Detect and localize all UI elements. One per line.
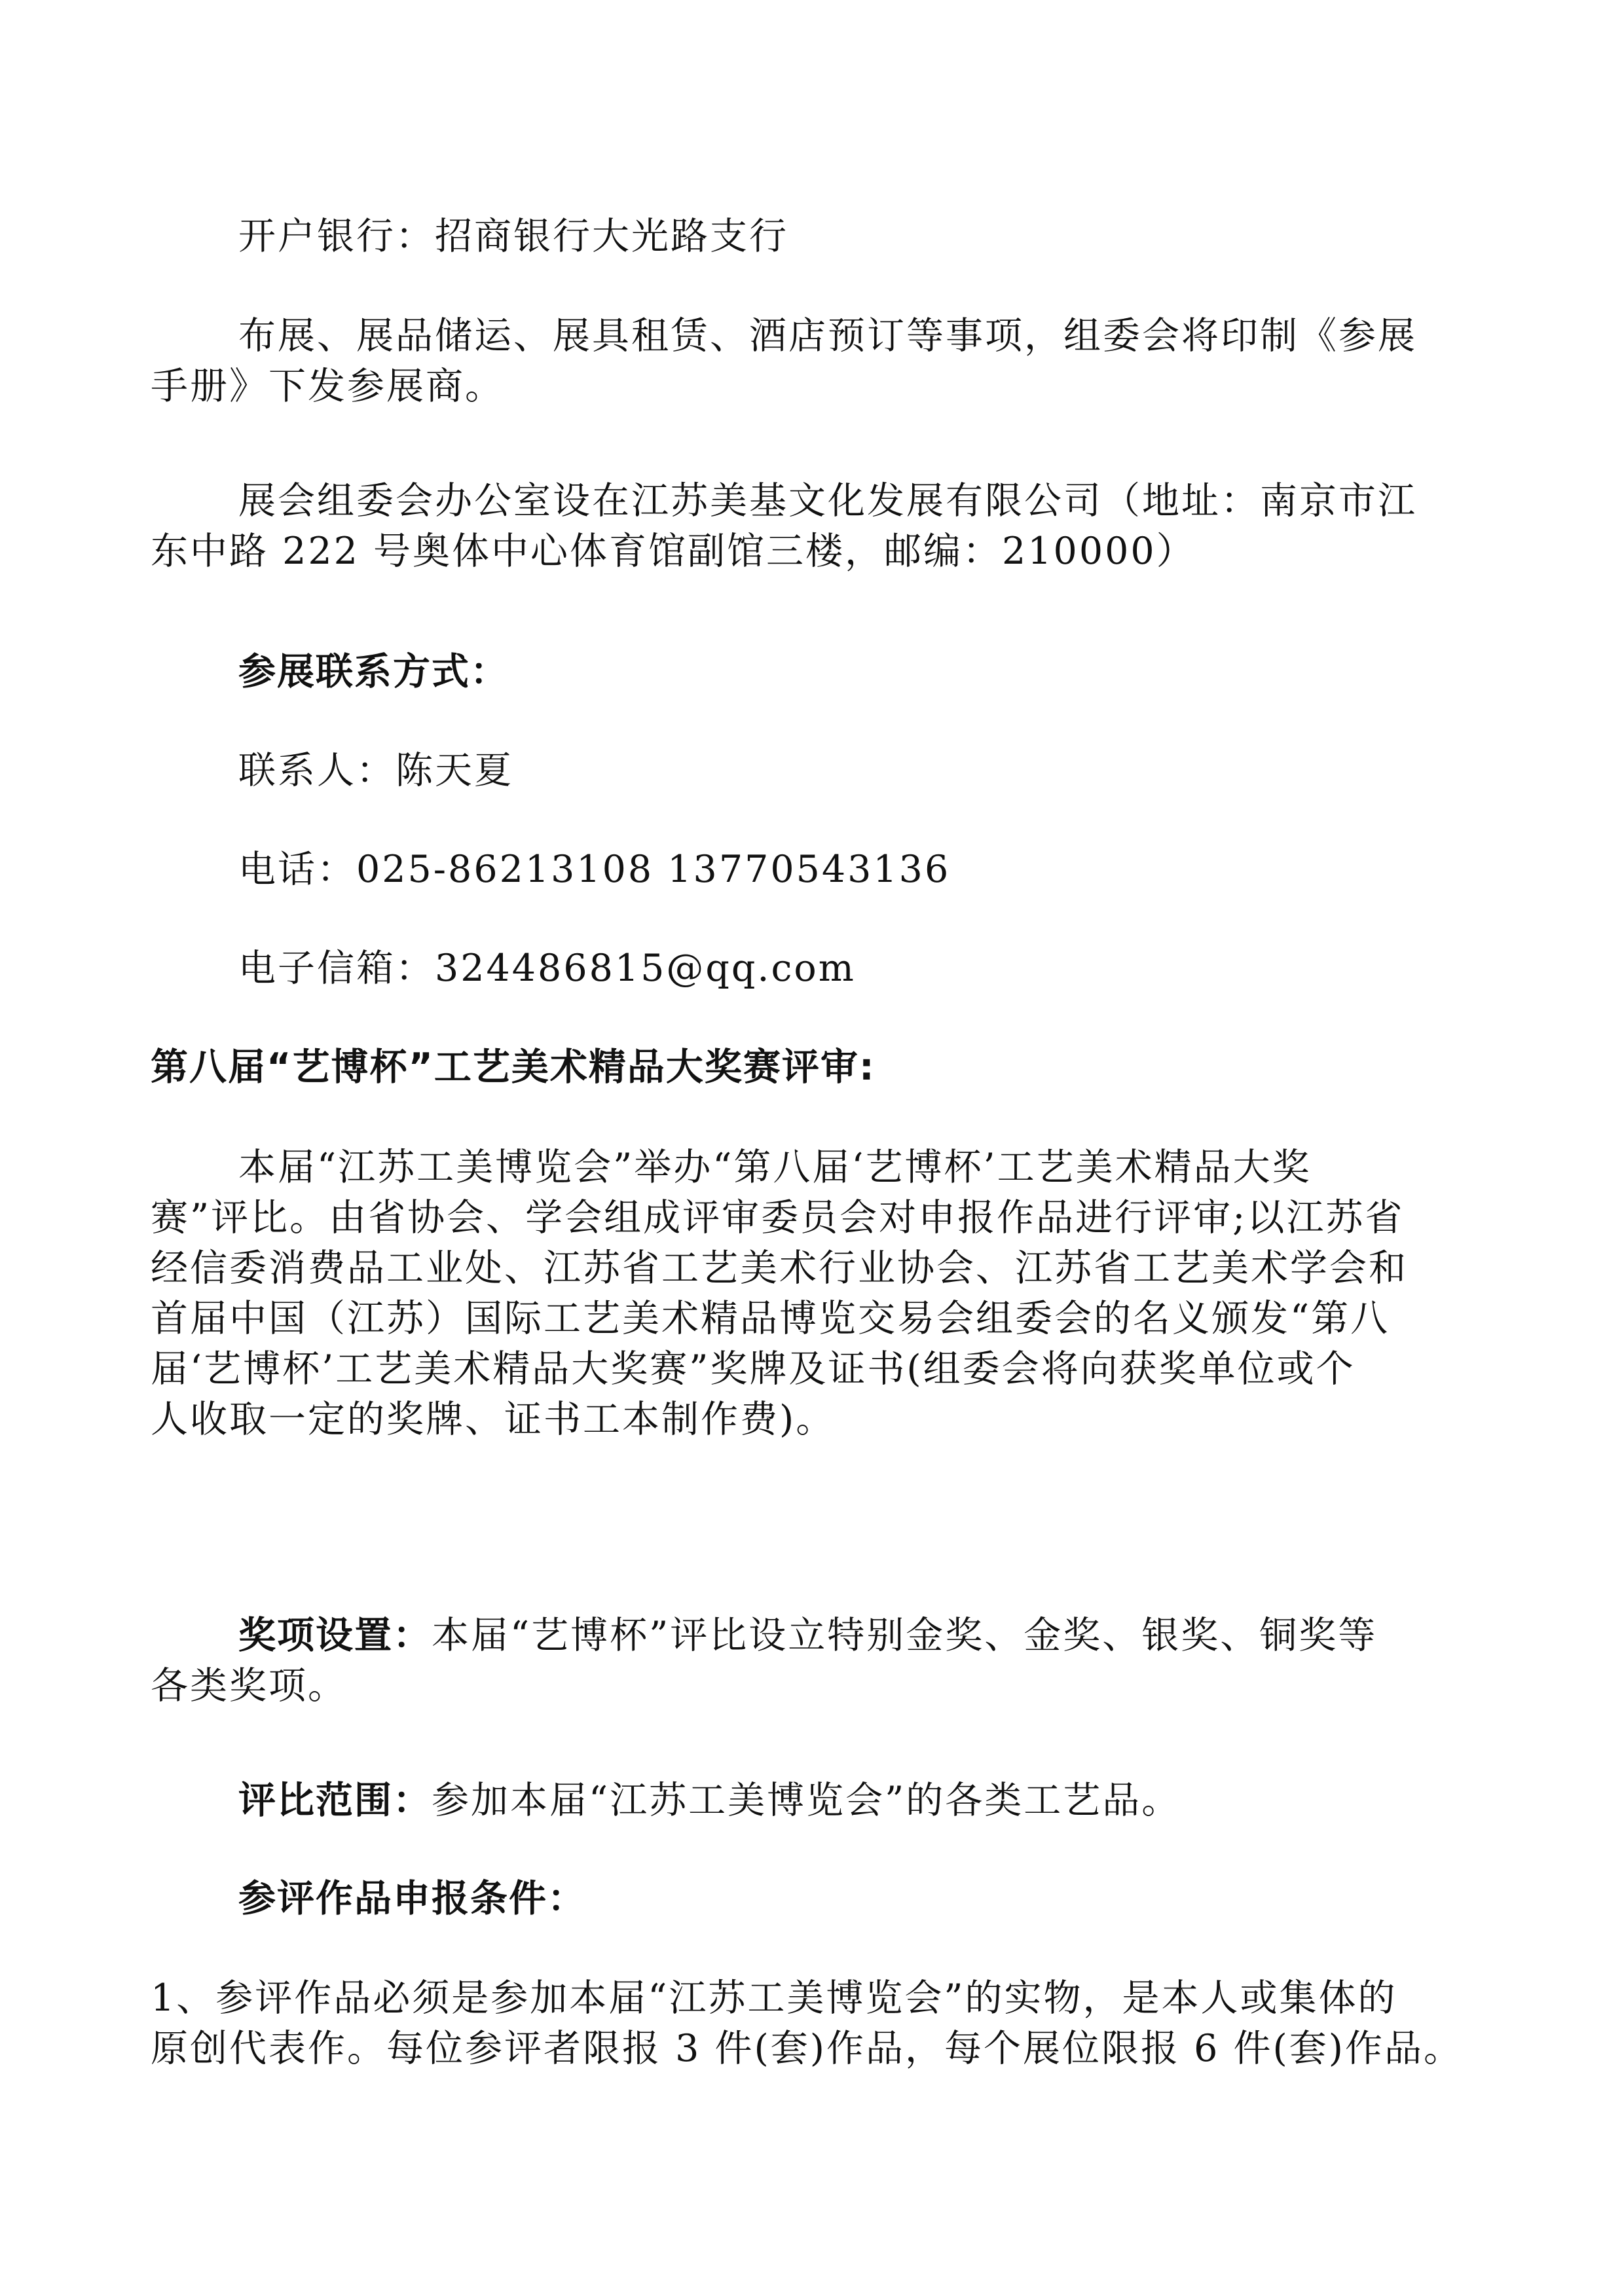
contact-email: 电子信箱：324486815@qq.com xyxy=(238,947,856,990)
booth-paragraph xyxy=(151,311,1486,412)
office-paragraph-line: 东中路 222 号奥体中心体育馆副馆三楼，邮编：210000） xyxy=(151,530,1196,573)
condition-1-line: 1、参评作品必须是参加本届“江苏工美博览会”的实物，是本人或集体的 xyxy=(151,1977,1397,2020)
booth-paragraph-line: 布展、展品储运、展具租赁、酒店预订等事项，组委会将印制《参展 xyxy=(238,314,1417,357)
office-paragraph xyxy=(151,476,1486,577)
awards-paragraph xyxy=(151,1611,1486,1711)
bank-line: 开户银行：招商银行大光路支行 xyxy=(238,215,788,258)
awards-label: 奖项设置： xyxy=(238,1614,432,1657)
booth-paragraph-line: 手册》下发参展商。 xyxy=(151,365,504,408)
intro-paragraph-line: 经信委消费品工业处、江苏省工艺美术行业协会、江苏省工艺美术学会和 xyxy=(151,1247,1408,1290)
awards-paragraph-line: 各类奖项。 xyxy=(151,1664,347,1707)
awards-paragraph-line xyxy=(151,1611,1486,1661)
intro-paragraph-line: 本届“江苏工美博览会”举办“第八届‘艺博杯’工艺美术精品大奖 xyxy=(238,1146,1312,1189)
intro-paragraph-line: 人收取一定的奖牌、证书工本制作费)。 xyxy=(151,1398,836,1441)
awards-text: 本届“艺博杯”评比设立特别金奖、金奖、银奖、铜奖等 xyxy=(432,1614,1378,1657)
intro-paragraph xyxy=(151,1142,1486,1445)
intro-paragraph-line: 届‘艺博杯’工艺美术精品大奖赛”奖牌及证书(组委会将向获奖单位或个 xyxy=(151,1347,1356,1391)
scope-label: 评比范围： xyxy=(238,1779,432,1822)
scope-line xyxy=(151,1776,1486,1826)
conditions-heading: 参评作品申报条件： xyxy=(238,1877,586,1920)
scope-text: 参加本届“江苏工美博览会”的各类工艺品。 xyxy=(432,1779,1181,1822)
contact-heading: 参展联系方式： xyxy=(238,650,509,693)
intro-paragraph-line: 赛”评比。由省协会、学会组成评审委员会对申报作品进行评审;以江苏省 xyxy=(151,1196,1405,1239)
contact-phone: 电话：025-86213108 13770543136 xyxy=(238,848,951,891)
condition-1 xyxy=(151,1973,1486,2074)
contact-person: 联系人：陈天夏 xyxy=(238,749,513,792)
intro-paragraph-line: 首届中国（江苏）国际工艺美术精品博览交易会组委会的名义颁发“第八 xyxy=(151,1297,1390,1340)
office-paragraph-line: 展会组委会办公室设在江苏美基文化发展有限公司（地址：南京市江 xyxy=(238,479,1417,522)
condition-1-line: 原创代表作。每位参评者限报 3 件(套)作品，每个展位限报 6 件(套)作品。 xyxy=(151,2027,1463,2070)
section-heading: 第八届“艺博杯”工艺美术精品大奖赛评审: xyxy=(151,1046,876,1089)
